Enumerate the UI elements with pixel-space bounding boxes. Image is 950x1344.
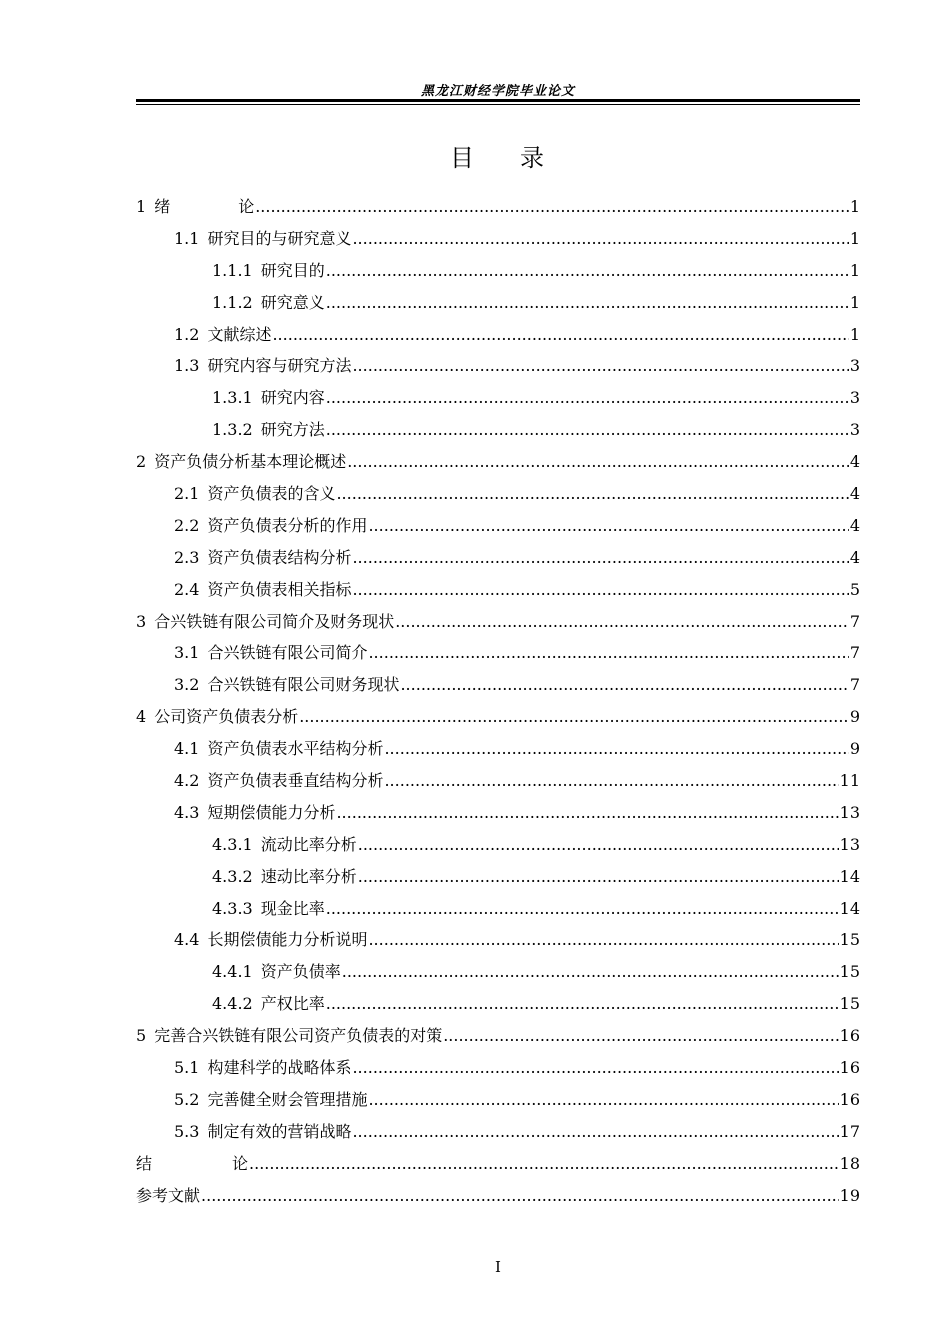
toc-entry-number: 2.4 <box>174 579 200 599</box>
toc-entry-number: 4.3.1 <box>212 834 253 854</box>
toc-entry[interactable] <box>136 797 860 829</box>
toc-entry[interactable] <box>136 510 860 542</box>
toc-entry-number: 1.3.2 <box>212 420 253 440</box>
toc-entry[interactable] <box>136 1148 860 1180</box>
toc-leader-dots <box>299 701 849 733</box>
toc-leader-dots <box>443 1020 838 1052</box>
toc-entry[interactable] <box>136 1180 860 1212</box>
toc-leader-dots <box>249 1148 839 1180</box>
toc-leader-dots <box>368 924 838 956</box>
toc-entry-title: 研究方法 <box>260 420 325 440</box>
toc-leader-dots <box>326 414 849 446</box>
toc-leader-dots <box>368 637 848 669</box>
toc-entry[interactable] <box>136 893 860 925</box>
toc-leader-dots <box>352 1116 838 1148</box>
toc-leader-dots <box>326 287 849 319</box>
toc-leader-dots <box>368 510 848 542</box>
toc-entry-page: 4 <box>849 547 860 567</box>
toc-leader-dots <box>352 574 848 606</box>
toc-entry-page: 1 <box>849 292 860 312</box>
toc-entry[interactable] <box>136 861 860 893</box>
toc-entry-title: 文献综述 <box>207 324 272 344</box>
toc-entry-number: 3.1 <box>174 643 200 663</box>
running-header: 黑龙江财经学院毕业论文 <box>420 84 575 99</box>
toc-leader-dots <box>400 669 848 701</box>
toc-entry[interactable] <box>136 478 860 510</box>
toc-entry-title: 制定有效的营销战略 <box>207 1121 352 1141</box>
toc-entry[interactable] <box>136 1084 860 1116</box>
toc-entry-page: 7 <box>849 643 860 663</box>
toc-entry-number: 1.1 <box>174 228 200 248</box>
toc-entry-number: 4.1 <box>174 739 200 759</box>
toc-entry-number: 4.4.2 <box>212 994 253 1014</box>
toc-entry[interactable] <box>136 1020 860 1052</box>
toc-entry-number: 4.4.1 <box>212 962 253 982</box>
toc-entry-title-part: 论 <box>232 1153 249 1173</box>
toc-leader-dots <box>255 191 849 223</box>
toc-leader-dots <box>358 861 839 893</box>
header-rule-thin <box>136 104 860 105</box>
toc-entry-title: 资产负债表结构分析 <box>207 547 352 567</box>
toc-entry[interactable] <box>136 350 860 382</box>
toc-entry-page: 15 <box>839 994 860 1014</box>
toc-entry-page: 16 <box>839 1026 860 1046</box>
toc-leader-dots <box>347 446 849 478</box>
toc-entry-page: 16 <box>839 1058 860 1078</box>
toc-entry[interactable] <box>136 191 860 223</box>
toc-entry[interactable] <box>136 606 860 638</box>
toc-entry-number: 2.3 <box>174 547 200 567</box>
toc-entry[interactable] <box>136 1052 860 1084</box>
toc-leader-dots <box>326 988 839 1020</box>
toc-entry-title: 研究目的 <box>260 260 325 280</box>
toc-entry[interactable] <box>136 765 860 797</box>
toc-entry[interactable] <box>136 829 860 861</box>
page-number: I <box>495 1258 501 1276</box>
toc-entry-title: 短期偿债能力分析 <box>207 802 336 822</box>
toc-entry-page: 11 <box>839 771 860 791</box>
toc-entry-number: 4.3.3 <box>212 898 253 918</box>
toc-entry-page: 17 <box>839 1121 860 1141</box>
toc-leader-dots <box>336 478 848 510</box>
toc-entry-number: 3 <box>136 611 147 631</box>
toc-entry-page: 7 <box>849 611 860 631</box>
toc-entry[interactable] <box>136 701 860 733</box>
toc-entry-title: 完善合兴铁链有限公司资产负债表的对策 <box>154 1026 443 1046</box>
table-of-contents <box>136 191 860 1212</box>
toc-entry-number: 4.3.2 <box>212 866 253 886</box>
toc-entry-title: 研究意义 <box>260 292 325 312</box>
toc-entry-number: 1.2 <box>174 324 200 344</box>
toc-entry-page: 4 <box>849 484 860 504</box>
toc-entry-title: 速动比率分析 <box>260 866 357 886</box>
toc-entry-page: 3 <box>849 420 860 440</box>
toc-entry-number: 2.1 <box>174 484 200 504</box>
toc-entry-title: 流动比率分析 <box>260 834 357 854</box>
toc-entry-page: 3 <box>849 356 860 376</box>
toc-entry-page: 1 <box>849 324 860 344</box>
toc-entry-number: 1.1.2 <box>212 292 253 312</box>
toc-entry-number: 3.2 <box>174 675 200 695</box>
toc-leader-dots <box>352 350 848 382</box>
toc-entry-number: 5.1 <box>174 1058 200 1078</box>
toc-leader-dots <box>384 733 848 765</box>
toc-entry-page: 15 <box>839 962 860 982</box>
toc-entry-page: 4 <box>849 452 860 472</box>
toc-entry[interactable] <box>136 382 860 414</box>
toc-entry-title-part: 论 <box>238 197 255 216</box>
toc-entry-number: 2 <box>136 452 147 472</box>
toc-entry-number: 1.1.1 <box>212 260 253 280</box>
toc-entry-number: 1.3 <box>174 356 200 376</box>
toc-entry-title: 产权比率 <box>260 994 325 1014</box>
toc-leader-dots <box>201 1180 839 1212</box>
toc-entry-title: 合兴铁链有限公司简介 <box>207 643 368 663</box>
toc-entry-title: 资产负债分析基本理论概述 <box>154 452 347 472</box>
toc-entry-number: 5 <box>136 1026 147 1046</box>
toc-entry-page: 1 <box>849 228 860 248</box>
toc-entry[interactable] <box>136 988 860 1020</box>
toc-leader-dots <box>352 542 848 574</box>
toc-entry-page: 18 <box>839 1153 860 1173</box>
toc-entry-page: 4 <box>849 515 860 535</box>
toc-entry-page: 16 <box>839 1089 860 1109</box>
toc-leader-dots <box>395 606 849 638</box>
toc-entry[interactable] <box>136 414 860 446</box>
toc-entry-number: 1 <box>136 197 147 216</box>
toc-entry[interactable] <box>136 574 860 606</box>
toc-entry-title: 资产负债表垂直结构分析 <box>207 771 384 791</box>
toc-entry[interactable] <box>136 637 860 669</box>
toc-entry-title-part: 绪 <box>154 197 171 216</box>
toc-entry-title: 资产负债表相关指标 <box>207 579 352 599</box>
toc-entry-page: 7 <box>849 675 860 695</box>
toc-entry[interactable] <box>136 956 860 988</box>
toc-leader-dots <box>326 893 839 925</box>
toc-entry-number: 5.3 <box>174 1121 200 1141</box>
toc-entry[interactable] <box>136 255 860 287</box>
toc-entry-page: 1 <box>849 260 860 280</box>
toc-entry[interactable] <box>136 287 860 319</box>
toc-entry-page: 3 <box>849 388 860 408</box>
toc-entry-number: 4 <box>136 707 147 727</box>
toc-entry-title: 资产负债表的含义 <box>207 484 336 504</box>
toc-leader-dots <box>368 1084 838 1116</box>
toc-entry-title: 资产负债率 <box>260 962 341 982</box>
toc-entry[interactable] <box>136 542 860 574</box>
toc-entry[interactable] <box>136 223 860 255</box>
toc-entry-title: 研究内容 <box>260 388 325 408</box>
toc-entry[interactable] <box>136 733 860 765</box>
toc-entry-number: 4.3 <box>174 802 200 822</box>
toc-title-right: 录 <box>520 144 546 172</box>
toc-leader-dots <box>336 797 838 829</box>
toc-entry-title-part: 结 <box>136 1153 153 1173</box>
toc-entry-title: 资产负债表分析的作用 <box>207 515 368 535</box>
toc-entry-title: 长期偿债能力分析说明 <box>207 930 368 950</box>
toc-entry-page: 19 <box>839 1185 860 1205</box>
toc-leader-dots <box>272 319 848 351</box>
toc-entry-title <box>154 191 254 223</box>
toc-entry-title: 研究目的与研究意义 <box>207 228 352 248</box>
toc-entry-number: 4.4 <box>174 930 200 950</box>
toc-entry-page: 9 <box>849 739 860 759</box>
toc-leader-dots <box>326 255 849 287</box>
toc-leader-dots <box>358 829 839 861</box>
toc-entry[interactable] <box>136 1116 860 1148</box>
toc-entry-page: 5 <box>849 579 860 599</box>
toc-entry-page: 14 <box>839 866 860 886</box>
toc-entry-page: 13 <box>839 834 860 854</box>
toc-leader-dots <box>326 382 849 414</box>
toc-leader-dots <box>352 223 848 255</box>
toc-entry-title: 参考文献 <box>136 1185 201 1205</box>
toc-entry-number: 5.2 <box>174 1089 200 1109</box>
toc-leader-dots <box>384 765 838 797</box>
toc-entry-number: 4.2 <box>174 771 200 791</box>
toc-entry-title: 研究内容与研究方法 <box>207 356 352 376</box>
toc-entry-page: 15 <box>839 930 860 950</box>
toc-entry-title: 完善健全财会管理措施 <box>207 1089 368 1109</box>
toc-entry-number: 2.2 <box>174 515 200 535</box>
toc-entry-page: 1 <box>849 197 860 216</box>
toc-leader-dots <box>352 1052 838 1084</box>
toc-entry[interactable] <box>136 669 860 701</box>
toc-entry-title: 现金比率 <box>260 898 325 918</box>
toc-entry-page: 14 <box>839 898 860 918</box>
toc-entry[interactable] <box>136 446 860 478</box>
toc-entry[interactable] <box>136 319 860 351</box>
toc-entry-title: 公司资产负债表分析 <box>154 707 299 727</box>
toc-entry-title: 资产负债表水平结构分析 <box>207 739 384 759</box>
header-rule-thick <box>136 99 860 102</box>
toc-entry-title: 构建科学的战略体系 <box>207 1058 352 1078</box>
toc-entry-title <box>136 1148 248 1180</box>
toc-entry-page: 13 <box>839 802 860 822</box>
toc-entry-page: 9 <box>849 707 860 727</box>
toc-title-left: 目 <box>450 144 476 172</box>
toc-title <box>136 138 860 173</box>
toc-entry-title: 合兴铁链有限公司财务现状 <box>207 675 400 695</box>
toc-leader-dots <box>342 956 839 988</box>
toc-entry-number: 1.3.1 <box>212 388 253 408</box>
toc-entry-title: 合兴铁链有限公司简介及财务现状 <box>154 611 395 631</box>
toc-entry[interactable] <box>136 924 860 956</box>
